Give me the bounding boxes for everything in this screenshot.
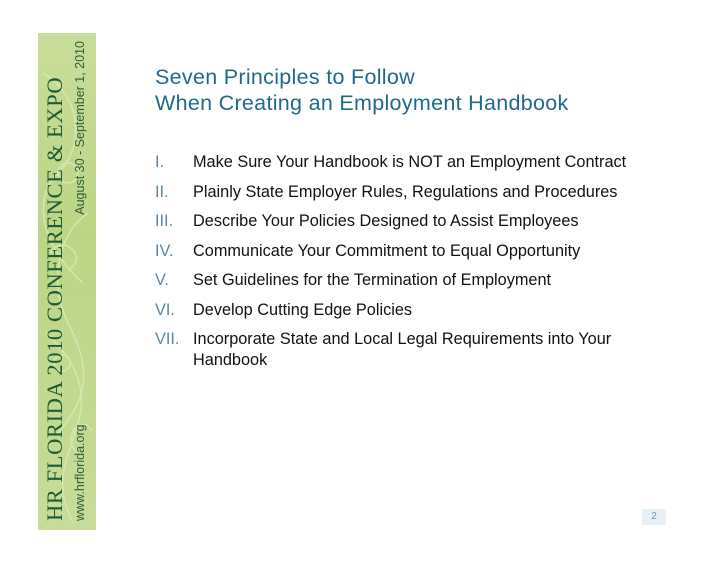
sidebar-text-block [38,41,96,521]
list-item [155,211,655,232]
list-item-text: Set Guidelines for the Termination of Employment [193,271,552,289]
list-item [155,329,655,370]
list-item [155,270,655,291]
title-line-2: When Creating an Employment Handbook [155,91,569,115]
list-numeral: V. [155,271,169,289]
conference-website: www.hrflorida.org [73,424,87,521]
page-number: 2 [642,509,666,525]
list-numeral: III. [155,212,174,230]
list-item-text: Make Sure Your Handbook is NOT an Employment Contract [193,153,627,171]
conference-dates: August 30 - September 1, 2010 [73,41,87,215]
list-numeral: VII. [155,330,180,348]
list-item-text: Communicate Your Commitment to Equal Opportunity [193,241,581,260]
list-item [155,152,655,173]
conference-brand: HR FLORIDA 2010 CONFERENCE & EXPO [42,76,67,521]
list-item [155,300,655,321]
list-item-text: Develop Cutting Edge Policies [193,300,413,319]
title-line-1: Seven Principles to Follow [155,65,415,89]
list-item-text: Incorporate State and Local Legal Requirements into Your Handbook [193,330,612,369]
slide-title [155,64,569,116]
principles-list [155,152,655,379]
list-item [155,241,655,262]
list-numeral: II. [155,182,169,201]
list-item-text: Describe Your Policies Designed to Assist Employees [193,212,579,230]
list-item-text: Plainly State Employer Rules, Regulations and Procedures [193,182,618,201]
list-numeral: IV. [155,241,174,260]
conference-sidebar [38,33,96,530]
list-numeral: I. [155,153,165,171]
list-item [155,182,655,203]
list-numeral: VI. [155,300,175,319]
